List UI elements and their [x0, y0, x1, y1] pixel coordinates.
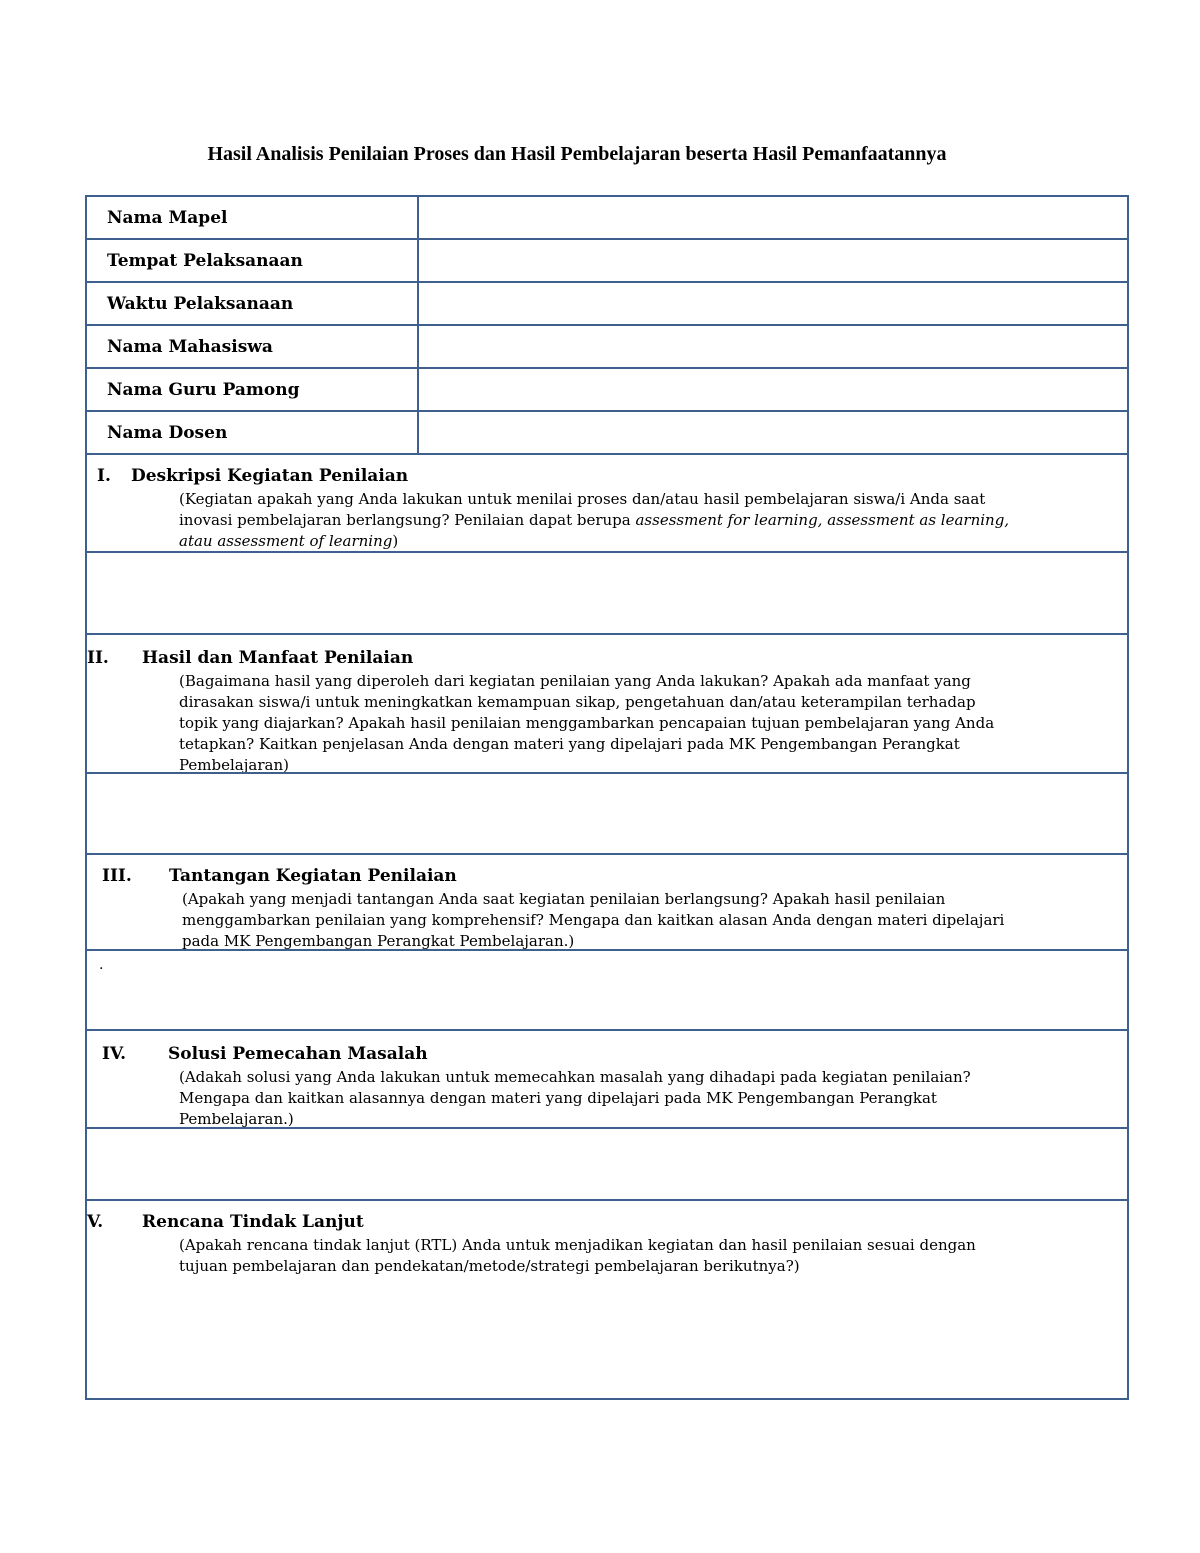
section-2-heading	[87, 648, 413, 668]
section-1-desc-end: )	[392, 532, 399, 550]
section-4-desc-line: Mengapa dan kaitkan alasannya dengan materi yang dipelajari pada MK Pengembangan Perangkat	[179, 1089, 937, 1107]
section-2-desc-line: topik yang diajarkan? Apakah hasil penilaian menggambarkan pencapaian tujuan pembelajaran yang Anda	[179, 714, 995, 732]
section-2-desc-line: Pembelajaran)	[179, 756, 289, 774]
page-title: Hasil Analisis Penilaian Proses dan Hasil Pembelajaran beserta Hasil Pemanfaatannya	[207, 143, 947, 165]
section-4-heading	[102, 1044, 428, 1064]
section-divider	[87, 1029, 1127, 1031]
row-divider	[87, 410, 1127, 412]
section-1-desc-line: (Kegiatan apakah yang Anda lakukan untuk menilai proses dan/atau hasil pembelajaran siswa/i Anda saat	[179, 490, 986, 508]
row-divider	[87, 324, 1127, 326]
section-4-desc-line: (Adakah solusi yang Anda lakukan untuk memecahkan masalah yang dihadapi pada kegiatan penilaian?	[179, 1068, 971, 1086]
section-2-desc-line: tetapkan? Kaitkan penjelasan Anda dengan materi yang dipelajari pada MK Pengembangan Perangkat	[179, 735, 960, 753]
section-3-desc-line: (Apakah yang menjadi tantangan Anda saat kegiatan penilaian berlangsung? Apakah hasil penilaian	[182, 890, 946, 908]
value-nama-mapel[interactable]	[427, 208, 1117, 232]
section-5-description	[179, 1235, 976, 1277]
section-5-heading	[87, 1212, 364, 1232]
section-2-answer[interactable]	[97, 780, 1117, 846]
section-3-title: Tantangan Kegiatan Penilaian	[169, 866, 457, 886]
label-nama-mapel: Nama Mapel	[107, 208, 228, 228]
section-4-title: Solusi Pemecahan Masalah	[168, 1044, 428, 1064]
section-divider	[87, 1199, 1127, 1201]
section-2-desc-line: (Bagaimana hasil yang diperoleh dari kegiatan penilaian yang Anda lakukan? Apakah ada manfaat yang	[179, 672, 971, 690]
section-divider	[87, 949, 1127, 951]
section-4-number: IV.	[102, 1044, 127, 1064]
section-4-description	[179, 1067, 971, 1130]
label-nama-guru-pamong: Nama Guru Pamong	[107, 380, 300, 400]
section-5-title: Rencana Tindak Lanjut	[142, 1212, 364, 1232]
value-tempat-pelaksanaan[interactable]	[427, 251, 1117, 275]
section-4-answer[interactable]	[97, 1135, 1117, 1193]
section-1-number: I.	[97, 466, 111, 486]
section-5-number: V.	[87, 1212, 104, 1232]
section-2-title: Hasil dan Manfaat Penilaian	[142, 648, 414, 668]
value-waktu-pelaksanaan[interactable]	[427, 294, 1117, 318]
value-nama-mahasiswa[interactable]	[427, 337, 1117, 361]
section-1-desc-italic: assessment for learning, assessment as learning,	[635, 511, 1010, 529]
section-2-description	[179, 671, 994, 776]
report-form	[85, 195, 1129, 1400]
section-2-desc-line: dirasakan siswa/i untuk meningkatkan kemampuan sikap, pengetahuan dan/atau keterampilan terhadap	[179, 693, 976, 711]
row-divider	[87, 453, 1127, 455]
section-divider	[87, 772, 1127, 774]
label-tempat-pelaksanaan: Tempat Pelaksanaan	[107, 251, 303, 271]
section-3-desc-line: menggambarkan penilaian yang komprehensif? Mengapa dan kaitkan alasan Anda dengan materi dipelajari	[182, 911, 1005, 929]
section-5-desc-line: (Apakah rencana tindak lanjut (RTL) Anda untuk menjadikan kegiatan dan hasil penilaian sesuai dengan	[179, 1236, 976, 1254]
section-3-answer[interactable]: .	[99, 957, 104, 973]
row-divider	[87, 367, 1127, 369]
section-3-number: III.	[102, 866, 132, 886]
section-1-answer[interactable]	[97, 559, 1117, 627]
section-3-desc-line: pada MK Pengembangan Perangkat Pembelajaran.)	[182, 932, 575, 950]
section-2-number: II.	[87, 648, 109, 668]
label-waktu-pelaksanaan: Waktu Pelaksanaan	[107, 294, 294, 314]
row-divider	[87, 238, 1127, 240]
section-divider	[87, 853, 1127, 855]
section-1-description	[179, 489, 1009, 552]
value-nama-guru-pamong[interactable]	[427, 380, 1117, 404]
section-1-desc-italic: atau assessment of learning	[179, 532, 393, 550]
section-divider	[87, 551, 1127, 553]
value-nama-dosen[interactable]	[427, 423, 1117, 447]
section-4-desc-line: Pembelajaran.)	[179, 1110, 294, 1128]
section-1-desc-line: inovasi pembelajaran berlangsung? Penilaian dapat berupa	[179, 511, 636, 529]
section-3-description	[182, 889, 1004, 952]
label-nama-dosen: Nama Dosen	[107, 423, 228, 443]
section-divider	[87, 633, 1127, 635]
section-5-answer[interactable]	[97, 1287, 1117, 1387]
label-nama-mahasiswa: Nama Mahasiswa	[107, 337, 273, 357]
section-3-heading	[102, 866, 457, 886]
section-1-heading	[97, 466, 408, 486]
row-divider	[87, 281, 1127, 283]
section-5-desc-line: tujuan pembelajaran dan pendekatan/metode/strategi pembelajaran berikutnya?)	[179, 1257, 800, 1275]
section-divider	[87, 1127, 1127, 1129]
section-1-title: Deskripsi Kegiatan Penilaian	[131, 466, 409, 486]
